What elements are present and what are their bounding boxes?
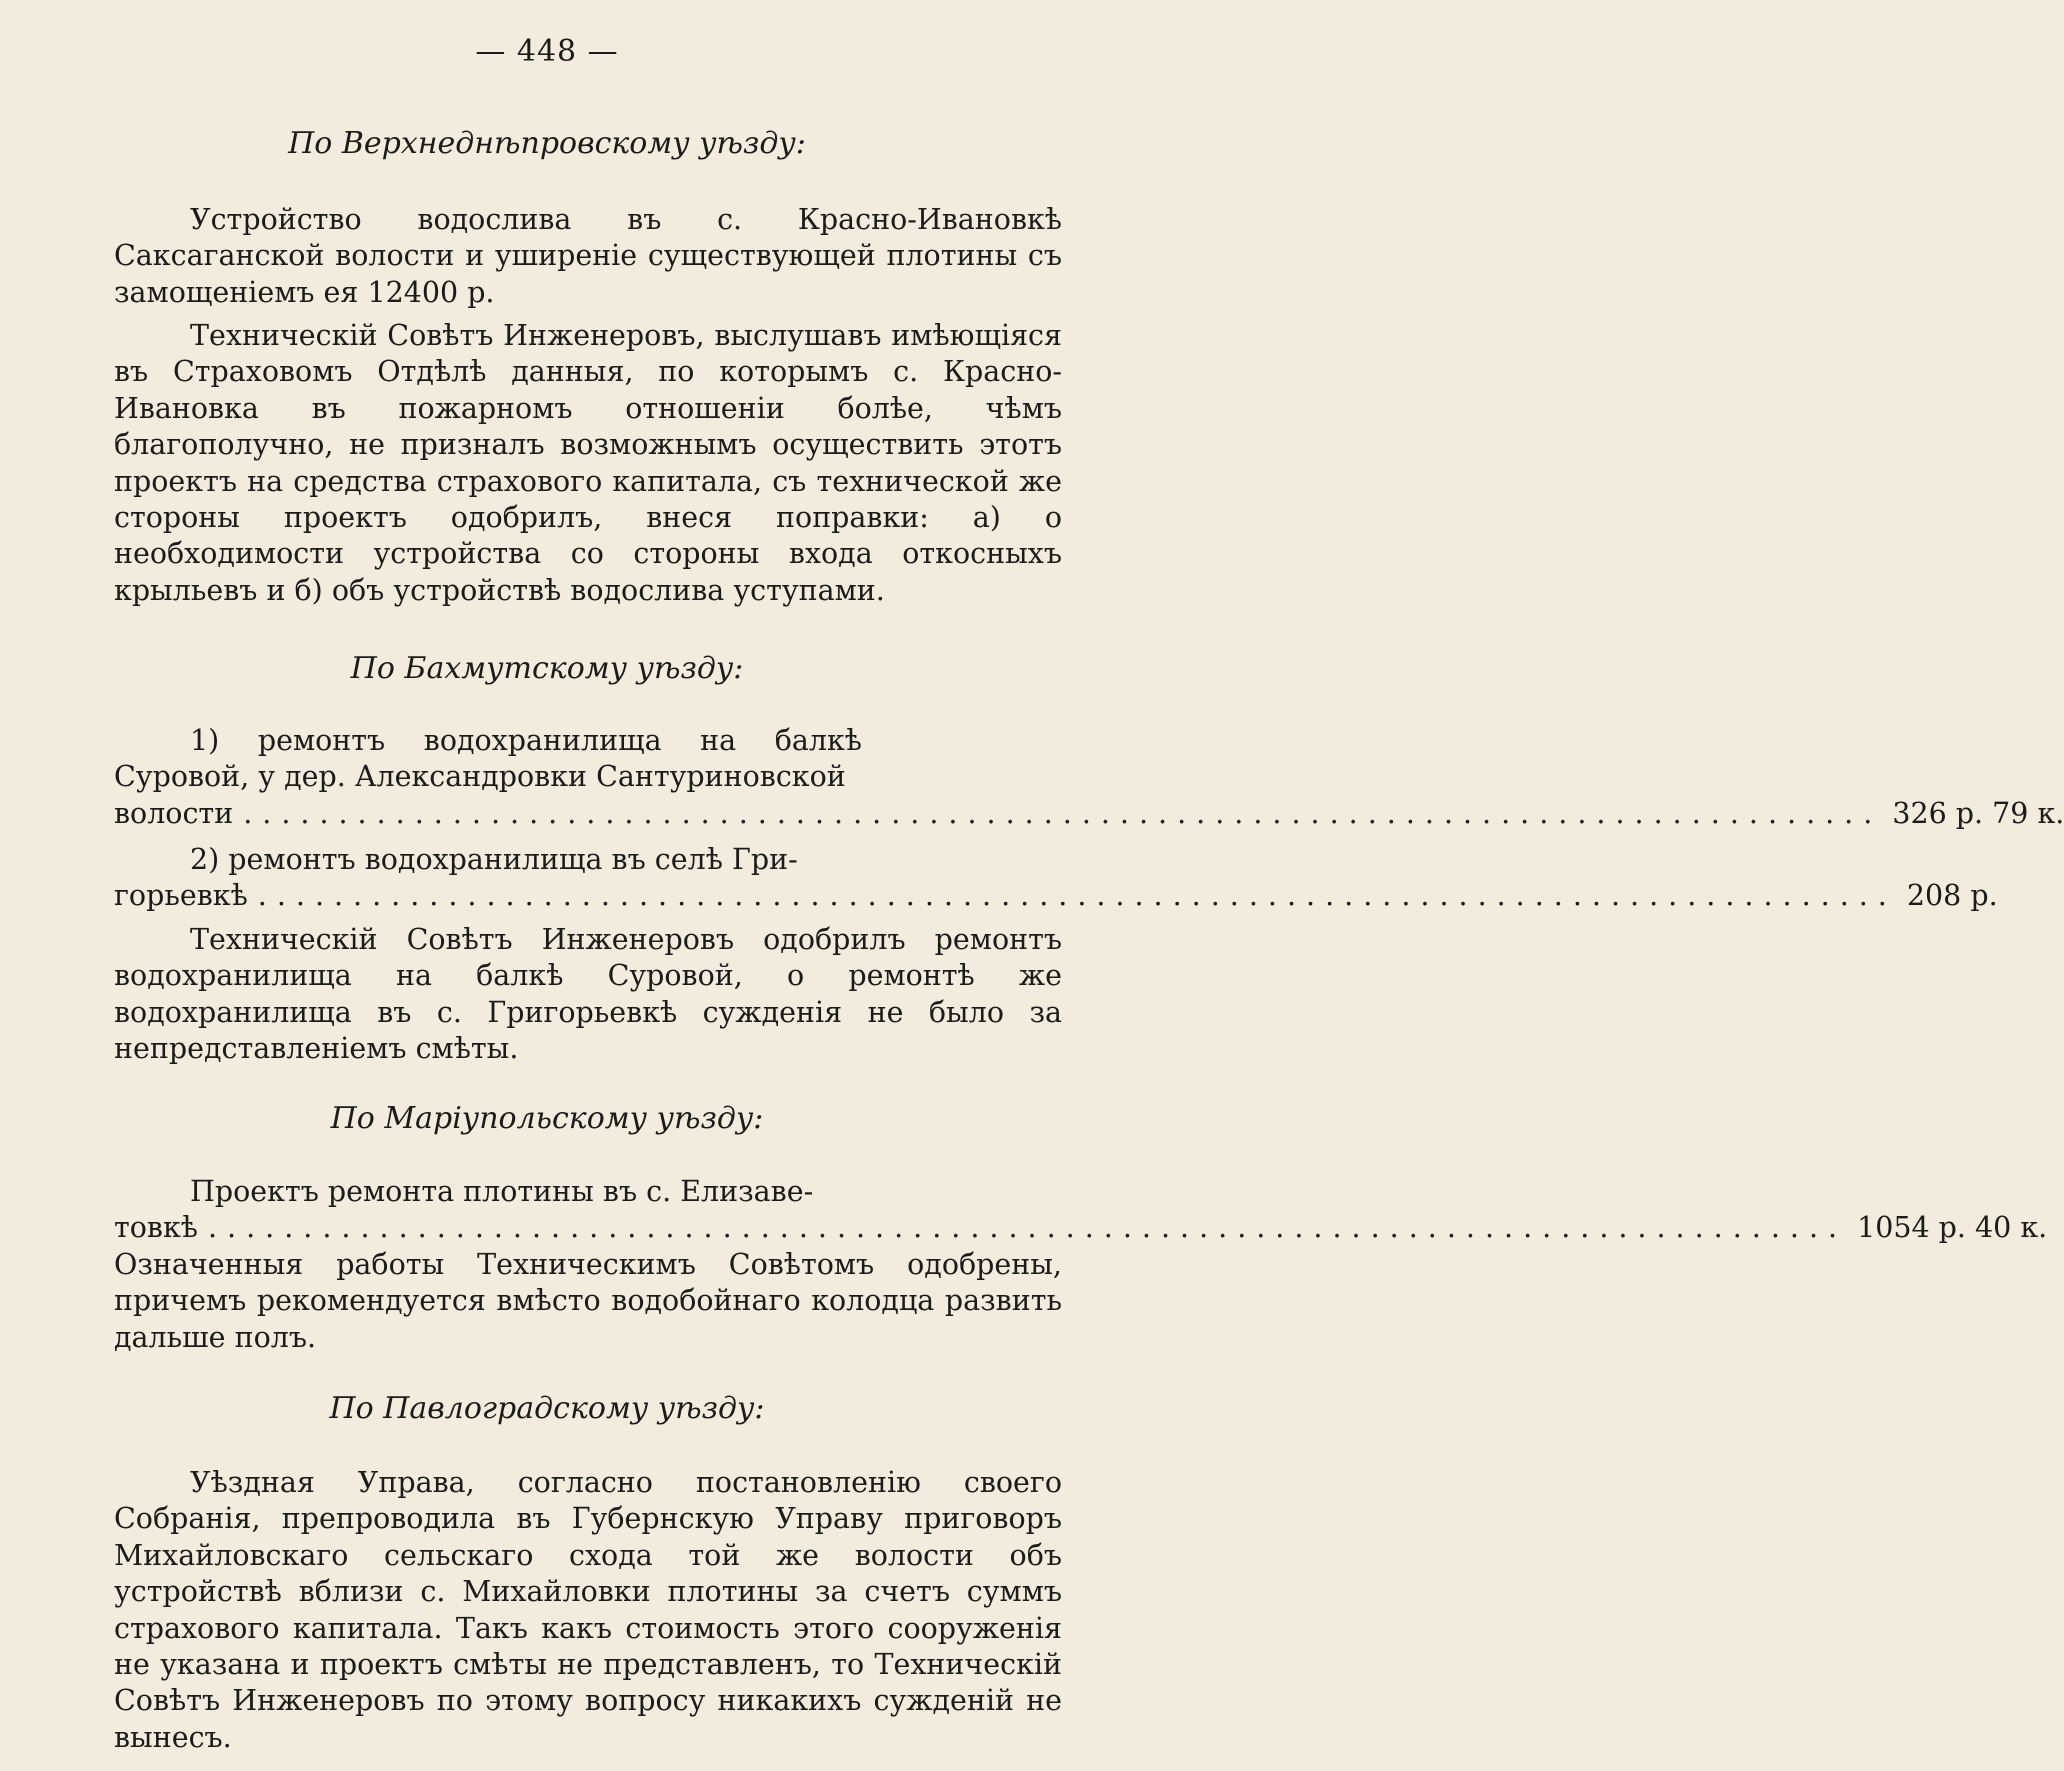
section-paragraph: Устройство водослива въ с. Красно-Ивановкѣ Саксаганской волости и уширеніе существующей плотины съ замощеніемъ ея 12400 р. <box>114 203 1062 309</box>
leader-dots: ...................................................................................... <box>243 796 1883 830</box>
entry-last-word: горьевкѣ <box>114 879 248 913</box>
expense-entry <box>114 842 1998 915</box>
section-paragraph: Уѣздная Управа, согласно постановленію своего Собранія, препроводила въ Губернскую Управу приговоръ Михайловскаго сельскаго схода той же волости объ устройствѣ вблизи с. Михайловки плотины за счетъ суммъ страхового капитала. Такъ какъ стоимость этого сооруженія не указана и проектъ смѣты не представленъ, то Техническій Совѣтъ Инженеровъ по этому вопросу никакихъ сужденій не вынесъ. <box>114 1466 1062 1754</box>
expense-entry <box>114 723 2064 832</box>
entry-text: Проектъ ремонта плотины въ с. Елизаве- <box>190 1175 814 1208</box>
entry-leader-line <box>114 796 2064 832</box>
section-paragraph: Техническій Совѣтъ Инженеровъ одобрилъ ремонтъ водохранилища на балкѣ Суровой, о ремонтѣ же водохранилища въ с. Григорьевкѣ сужденія не было за непредставленіемъ смѣты. <box>114 923 1062 1066</box>
entry-amount: 1054 р. 40 к. <box>1857 1211 2048 1245</box>
entry-text: 2) ремонтъ водохранилища въ селѣ Гри- <box>190 843 798 876</box>
entry-amount: 208 р. <box>1906 879 1998 913</box>
entry-last-word: волости <box>114 796 234 830</box>
leader-dots: ...................................................................................... <box>207 1211 1848 1245</box>
section-heading-pavlogradsky: По Павлоградскому уѣзду: <box>329 1391 765 1426</box>
entry-amount: 326 р. 79 к. <box>1892 796 2064 830</box>
section-paragraph: Техническій Совѣтъ Инженеровъ, выслушавъ имѣющіяся въ Страховомъ Отдѣлѣ данныя, по которымъ с. Красно-Ивановка въ пожарномъ отношеніи болѣе, чѣмъ благополучно, не призналъ возможнымъ осуществить этотъ проектъ на средства страхового капитала, съ технической же стороны проектъ одобрилъ, внеся поправки: а) о необходимости устройства со стороны входа откосныхъ крыльевъ и б) объ устройствѣ водослива уступами. <box>114 319 1062 607</box>
section-heading-mariupolsky: По Маріупольскому уѣзду: <box>330 1101 764 1136</box>
entry-text: 1) ремонтъ водохранилища на балкѣ Суровой, у дер. Александровки Сантуриновской <box>114 724 862 794</box>
section-paragraph: Означенныя работы Техническимъ Совѣтомъ одобрены, причемъ рекомендуется вмѣсто водобойнаго колодца развить дальше полъ. <box>114 1248 1062 1354</box>
section-heading-bakhmutsky: По Бахмутскому уѣзду: <box>350 651 744 686</box>
leader-dots: ...................................................................................... <box>257 879 1897 913</box>
entry-leader-line <box>114 878 1998 914</box>
entry-leader-line <box>114 1210 2048 1246</box>
entry-last-word: товкѣ <box>114 1211 198 1245</box>
page-number: — 448 — <box>475 34 619 69</box>
expense-entry <box>114 1174 2048 1247</box>
section-heading-verkhnedneprovsky: По Верхнеднѣпровскому уѣзду: <box>288 126 806 161</box>
